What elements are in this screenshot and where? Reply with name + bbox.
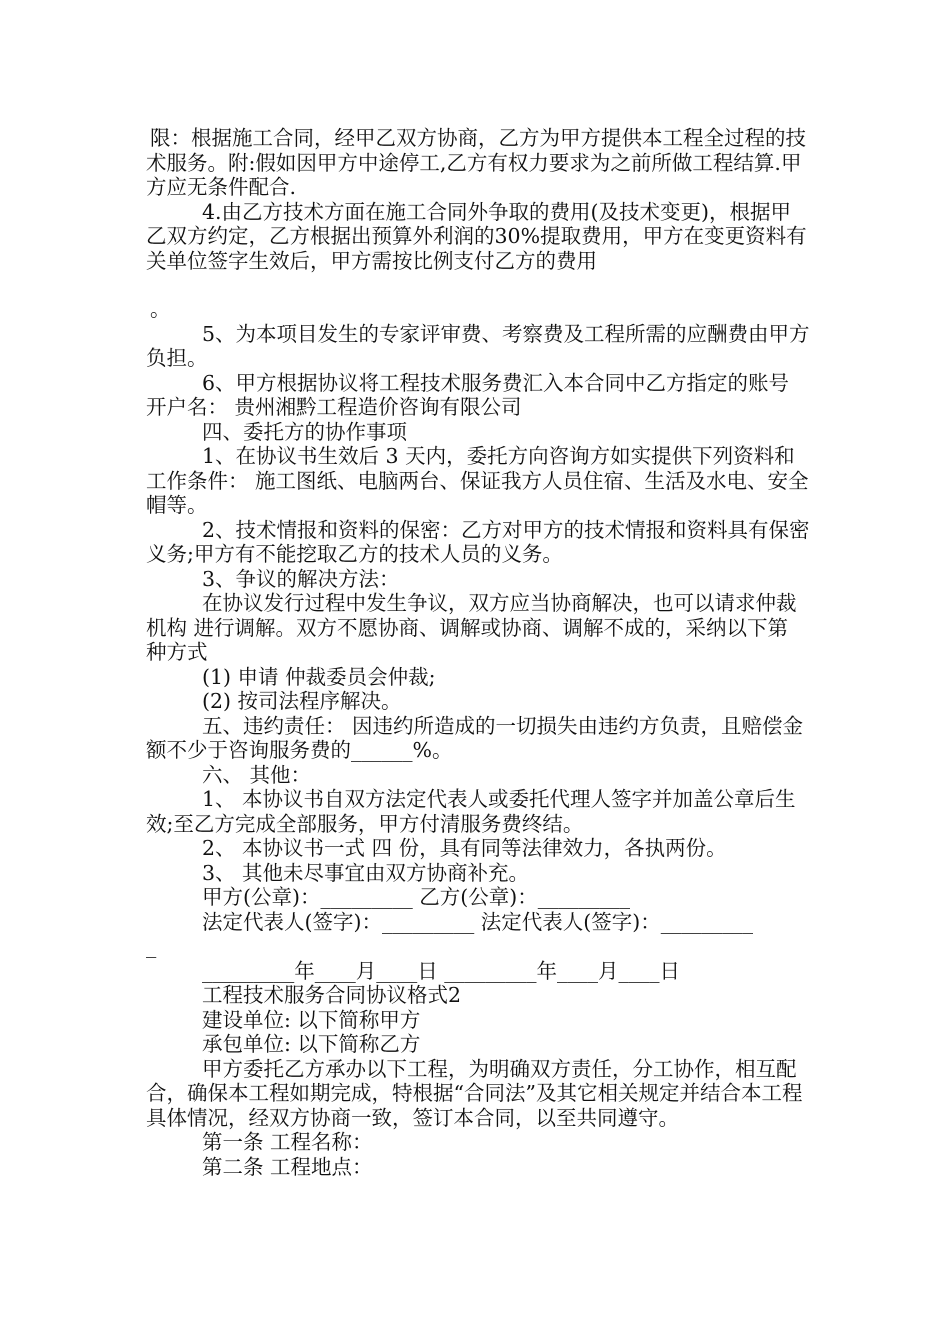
paragraph-technical-service-scope: 限：根据施工合同，经甲乙双方协商，乙方为甲方提供本工程全过程的技术服务。附:假如因甲方中途停工,乙方有权力要求为之前所做工程结算.甲方应无条件配合.: [146, 126, 806, 199]
heading-client-cooperation: 四、委托方的协作事项: [202, 419, 407, 444]
signature-line-tail: _: [146, 934, 157, 958]
contractor-unit-line: 承包单位: 以下简称乙方: [202, 1032, 421, 1056]
article-2-project-location: 第二条 工程地点：: [202, 1154, 373, 1179]
signature-dates: _________年____月____日 _________年____月____日: [202, 958, 681, 983]
document-body: [146, 126, 810, 1179]
paragraph-other-2: 2、 本协议书一式 四 份，具有同等法律效力，各执两份。: [202, 836, 727, 860]
blank-line: [146, 273, 810, 297]
construction-unit-line: 建设单位: 以下简称甲方: [202, 1007, 421, 1032]
heading-dispute-resolution: 3、争议的解决方法：: [202, 566, 400, 591]
paragraph-confidentiality: 2、技术情报和资料的保密：乙方对甲方的技术情报和资料具有保密义务;甲方有不能挖取乙方的技术人员的义务。: [146, 517, 810, 566]
article-1-project-name: 第一条 工程名称：: [202, 1130, 373, 1154]
paragraph-dispute-text: 在协议发行过程中发生争议，双方应当协商解决，也可以请求仲裁机构 进行调解。双方不愿协商、调解或协商、调解不成的，采纳以下第 种方式: [146, 591, 797, 664]
paragraph-period-mark: 。: [150, 297, 171, 321]
paragraph-liability: 五、违约责任： 因违约所造成的一切损失由违约方负责，且赔偿金额不少于咨询服务费的______%。: [146, 713, 804, 762]
paragraph-other-3: 3、 其他未尽事宜由双方协商补充。: [202, 860, 530, 885]
paragraph-expert-fees: 5、为本项目发生的专家评审费、考察费及工程所需的应酬费由甲方负担。: [146, 321, 810, 370]
paragraph-other-1: 1、 本协议书自双方法定代表人或委托代理人签字并加盖公章后生效;至乙方完成全部服务，甲方付清服务费终结。: [146, 787, 796, 836]
paragraph-payment-account: 6、甲方根据协议将工程技术服务费汇入本合同中乙方指定的账号 开户名： 贵州湘黔工程造价咨询有限公司: [146, 370, 790, 419]
signature-representatives: 法定代表人(签字)：_________ 法定代表人(签字)：_________: [202, 909, 754, 934]
dispute-option-1: (1) 申请 仲裁委员会仲裁;: [202, 664, 436, 689]
dispute-option-2: (2) 按司法程序解决。: [202, 689, 402, 713]
heading-other: 六、 其他：: [202, 762, 312, 787]
paragraph-contract-intro: 甲方委托乙方承办以下工程，为明确双方责任，分工协作，相互配合，确保本工程如期完成，特根据“合同法”及其它相关规定并结合本工程具体情况，经双方协商一致，签订本合同，以至共同遵守。: [146, 1056, 803, 1130]
section-title-format-2: 工程技术服务合同协议格式2: [202, 983, 462, 1007]
paragraph-extra-cost: 4.由乙方技术方面在施工合同外争取的费用(及技术变更)，根据甲乙双方约定，乙方根据出预算外利润的30%提取费用，甲方在变更资料有关单位签字生效后，甲方需按比例支付乙方的费用: [146, 199, 807, 273]
signature-seals: 甲方(公章)：_________ 乙方(公章)：_________: [202, 885, 631, 909]
paragraph-materials-provision: 1、在协议书生效后 3 天内，委托方向咨询方如实提供下列资料和工作条件： 施工图纸、电脑两台、保证我方人员住宿、生活及水电、安全帽等。: [146, 444, 809, 517]
